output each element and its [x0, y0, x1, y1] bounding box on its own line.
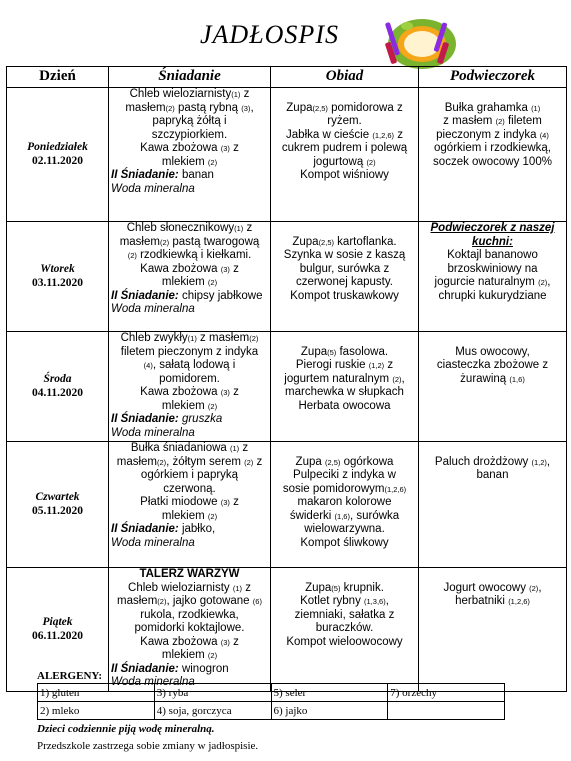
second-breakfast-value: chipsy jabłkowe	[178, 289, 263, 302]
breakfast-line: szczypiorkiem.	[151, 128, 228, 141]
day-date: 04.11.2020	[31, 386, 84, 399]
allergen-code: (2)	[366, 157, 376, 167]
allergen-code: (5)	[331, 583, 341, 593]
lunch-line: Kompot wiśniowy	[300, 169, 389, 181]
allergen-code: (1)	[232, 583, 243, 593]
allergen-row	[38, 684, 505, 702]
allergen-code: (3)	[220, 388, 230, 397]
snack-line: Bułka grahamka (1)	[444, 101, 541, 114]
day-date: 06.11.2020	[31, 629, 84, 642]
snack-line: soczek owocowy 100%	[433, 155, 552, 168]
lunch-line: Herbata owocowa	[298, 399, 391, 412]
lunch-line: ziemniaki, sałatka z	[294, 608, 395, 621]
breakfast-line: Chleb słonecznikowy(1) z	[126, 222, 253, 234]
second-breakfast	[111, 169, 268, 183]
allergen-code: (2)	[127, 251, 137, 260]
lunch-line: Zupa(5) krupnik.	[305, 581, 384, 594]
allergen-cell: 3) ryba	[154, 684, 271, 702]
second-breakfast	[111, 413, 268, 427]
breakfast-line: Chleb wieloziarnisty (1) z	[128, 581, 251, 594]
page-title: JADŁOSPIS	[200, 20, 339, 49]
snack-line: Mus owocowy,	[455, 345, 530, 358]
second-breakfast-value: banan	[178, 169, 214, 181]
allergen-cell: 1) gluten	[38, 684, 155, 702]
second-breakfast	[111, 290, 268, 304]
allergen-cell	[388, 702, 505, 720]
allergen-code: (3)	[220, 264, 230, 274]
allergen-code: (2)	[207, 401, 218, 411]
lunch-line: sosie pomidorowym(1,2,6)	[282, 482, 407, 495]
spacer	[421, 568, 564, 582]
breakfast-line: mlekiem (2)	[161, 649, 218, 661]
allergen-code: (2)	[157, 597, 167, 606]
allergen-code: (2)	[249, 334, 259, 343]
breakfast-cell	[109, 442, 271, 568]
lunch-line: Kompot truskawkowy	[290, 289, 399, 302]
lunch-line: Pierogi ruskie (1,2) z	[295, 359, 394, 371]
lunch-line: Zupa(2,5) kartoflanka.	[292, 235, 397, 248]
breakfast-line: pomidorki koktajlowe.	[134, 622, 245, 634]
snack-line: pieczonym z indyka (4)	[436, 128, 549, 141]
snack-cell	[419, 442, 567, 568]
day-date: 05.11.2020	[31, 504, 84, 517]
changes-note: Przedszkole zastrzega sobie zmiany w jadłospisie.	[37, 740, 259, 752]
breakfast-line: rukola, rzodkiewka,	[140, 608, 239, 621]
snack-line: banan	[476, 469, 509, 481]
breakfast-title: TALERZ WARZYW	[139, 568, 240, 580]
breakfast-cell	[109, 222, 271, 332]
header-day: Dzień	[7, 67, 109, 88]
allergen-code: (3)	[220, 498, 230, 507]
snack-line: Jogurt owocowy (2),	[443, 581, 542, 594]
lunch-line: jogurtem naturalnym (2),	[284, 372, 405, 385]
allergen-code: (1)	[234, 224, 244, 233]
header-lunch: Obiad	[271, 67, 419, 88]
allergen-code: (1,2,6)	[372, 130, 395, 140]
breakfast-line: ogórkiem i papryką	[140, 469, 239, 481]
allergen-code: (2)	[157, 457, 167, 467]
snack-cell	[419, 88, 567, 222]
lunch-line: świderki (1,6), surówka	[289, 509, 400, 522]
water-line: Woda mineralna	[111, 536, 195, 549]
second-breakfast-label: II Śniadanie:	[111, 169, 179, 181]
second-breakfast	[111, 523, 268, 537]
allergen-code: (1,2,6)	[508, 597, 530, 606]
snack-line: herbatniki (1,2,6)	[455, 595, 530, 607]
lunch-line: Zupa (2,5) ogórkowa	[295, 455, 394, 468]
lunch-cell	[271, 222, 419, 332]
day-name: Piątek	[42, 616, 73, 628]
lunch-line: bulgur, surówka z	[299, 262, 390, 275]
allergen-code: (1,2,6)	[384, 484, 407, 494]
breakfast-line: Kawa zbożowa (3) z	[140, 386, 239, 398]
water-line: Woda mineralna	[111, 676, 195, 688]
snack-line: żurawiną (1,6)	[460, 372, 525, 385]
table-row	[7, 442, 567, 568]
lunch-line: Zupa(2,5) pomidorowa z	[286, 101, 403, 114]
lunch-cell	[271, 568, 419, 692]
snack-line: ogórkiem i rzodkiewką,	[434, 142, 551, 154]
water-note: Dzieci codziennie piją wodę mineralną.	[37, 723, 215, 735]
allergen-code: (1)	[231, 90, 241, 99]
day-name: Wtorek	[40, 263, 75, 275]
breakfast-line: Chleb wieloziarnisty(1) z	[129, 88, 250, 100]
spacer	[273, 222, 416, 236]
spacer	[273, 442, 416, 456]
breakfast-line: filetem pieczonym z indyka	[120, 345, 259, 358]
allergen-code: (4)	[143, 361, 153, 370]
allergen-code: (1)	[229, 444, 240, 453]
breakfast-line: mlekiem (2)	[161, 509, 218, 522]
day-name: Poniedziałek	[27, 141, 88, 153]
spacer	[273, 88, 416, 102]
second-breakfast	[111, 663, 268, 677]
snack-line: brzoskwiniowy na	[447, 262, 538, 275]
breakfast-cell	[109, 88, 271, 222]
spacer	[273, 568, 416, 582]
snack-title: Podwieczorek z naszej kuchni:	[430, 222, 555, 248]
table-row	[7, 332, 567, 442]
allergen-code: (2,5)	[318, 237, 334, 247]
allergen-code: (2)	[207, 278, 218, 287]
allergen-cell: 7) orzechy	[388, 684, 505, 702]
lunch-line: Jabłka w cieście (1,2,6) z	[286, 128, 403, 141]
spacer	[421, 442, 564, 456]
day-name: Środa	[43, 373, 72, 385]
breakfast-line: (2) rzodkiewką i kiełkami.	[127, 249, 252, 261]
allergen-code: (2)	[495, 117, 505, 126]
allergen-code: (1)	[531, 103, 541, 113]
water-line: Woda mineralna	[111, 182, 195, 195]
allergen-code: (5)	[327, 347, 337, 357]
spacer	[421, 88, 564, 102]
table-row	[7, 88, 567, 222]
day-cell	[7, 442, 109, 568]
snack-line: chrupki kukurydziane	[438, 289, 547, 302]
snack-cell	[419, 568, 567, 692]
water-line: Woda mineralna	[111, 426, 195, 439]
allergen-code: (3)	[220, 144, 230, 153]
allergen-cell: 2) mleko	[38, 702, 155, 720]
snack-cell	[419, 222, 567, 332]
allergen-code: (1)	[187, 334, 197, 343]
allergens-heading: ALERGENY:	[37, 670, 102, 682]
lunch-line: marchewka w słupkach	[285, 386, 404, 398]
allergen-code: (2)	[538, 278, 548, 287]
snack-line: Paluch drożdżowy (1,2),	[434, 455, 551, 468]
day-cell	[7, 332, 109, 442]
allergen-row	[38, 702, 505, 720]
day-cell	[7, 88, 109, 222]
allergen-code: (1,2)	[531, 457, 547, 467]
lunch-cell	[271, 88, 419, 222]
breakfast-line: masłem(2), żółtym serem (2) z	[116, 455, 263, 468]
lunch-line: makaron kolorowe	[297, 496, 392, 508]
allergen-code: (2)	[165, 103, 175, 113]
breakfast-line: papryką żółtą i	[152, 115, 227, 127]
breakfast-line: Kawa zbożowa (3) z	[140, 635, 239, 648]
breakfast-cell	[109, 332, 271, 442]
header-breakfast: Śniadanie	[109, 67, 271, 88]
second-breakfast-value: gruszka	[178, 413, 223, 425]
allergen-code: (2)	[392, 374, 402, 384]
allergen-cell: 5) seler	[271, 684, 388, 702]
allergen-code: (4)	[539, 130, 549, 140]
lunch-line: Zupa(5) fasolowa.	[300, 345, 389, 358]
header-snack: Podwieczorek	[419, 67, 567, 88]
allergen-code: (2,5)	[324, 457, 341, 467]
plate-cutlery-icon	[378, 12, 458, 72]
spacer	[421, 332, 564, 346]
lunch-line: Kompot wieloowocowy	[286, 635, 403, 648]
second-breakfast-label: II Śniadanie:	[111, 289, 179, 302]
snack-cell	[419, 332, 567, 442]
allergen-code: (2)	[207, 511, 218, 521]
lunch-cell	[271, 442, 419, 568]
allergen-code: (6)	[252, 597, 262, 606]
allergen-code: (2)	[207, 157, 218, 167]
allergen-code: (1,2)	[368, 361, 385, 370]
breakfast-line: mlekiem (2)	[161, 276, 218, 288]
allergen-code: (2)	[159, 237, 170, 247]
day-date: 02.11.2020	[31, 154, 84, 167]
allergen-code: (3)	[241, 103, 251, 113]
allergen-cell: 6) jajko	[271, 702, 388, 720]
lunch-line: jogurtową (2)	[313, 155, 376, 168]
lunch-line: czerwonej kapusty.	[296, 276, 393, 288]
menu-table	[6, 66, 567, 692]
water-line: Woda mineralna	[111, 303, 195, 315]
lunch-line: buraczków.	[315, 622, 374, 634]
breakfast-line: mlekiem (2)	[161, 155, 218, 168]
breakfast-line: Chleb zwykły(1) z masłem(2)	[120, 332, 259, 344]
second-breakfast-label: II Śniadanie:	[111, 662, 179, 675]
allergens-table	[37, 683, 505, 720]
second-breakfast-value: winogron	[178, 662, 229, 675]
snack-line: jogurcie naturalnym (2),	[434, 276, 551, 288]
spacer	[273, 332, 416, 346]
snack-line: z masłem (2) filetem	[443, 115, 542, 127]
breakfast-line: masłem(2) pastą rybną (3),	[125, 101, 254, 114]
breakfast-line: czerwoną.	[163, 482, 216, 495]
breakfast-line: masłem(2), jajko gotowane (6)	[117, 595, 262, 607]
allergen-code: (1,6)	[509, 374, 525, 384]
breakfast-line: Bułka śniadaniowa (1) z	[130, 442, 249, 454]
table-row	[7, 222, 567, 332]
second-breakfast-label: II Śniadanie:	[111, 523, 179, 535]
second-breakfast-value: jabłko,	[178, 523, 216, 535]
breakfast-cell	[109, 568, 271, 692]
snack-line: ciasteczka zbożowe z	[436, 359, 549, 371]
breakfast-line: (4), sałatą lodową i	[143, 359, 236, 371]
snack-line: Koktajl bananowo	[447, 249, 538, 261]
lunch-line: Kompot śliwkowy	[300, 536, 389, 549]
lunch-line: cukrem pudrem i polewą	[281, 142, 408, 154]
allergen-code: (1,3,6)	[364, 597, 386, 606]
breakfast-line: mlekiem (2)	[161, 399, 218, 412]
day-name: Czwartek	[35, 491, 80, 503]
lunch-line: Pulpeciki z indyka w	[293, 469, 396, 481]
second-breakfast-label: II Śniadanie:	[111, 413, 179, 425]
lunch-cell	[271, 332, 419, 442]
breakfast-line: pomidorem.	[159, 372, 220, 385]
lunch-line: wielowarzywna.	[304, 523, 385, 535]
breakfast-line: Kawa zbożowa (3) z	[140, 262, 239, 275]
allergen-code: (2,5)	[312, 103, 328, 113]
allergen-code: (2)	[207, 651, 218, 660]
day-date: 03.11.2020	[31, 276, 84, 289]
day-cell	[7, 222, 109, 332]
allergen-cell: 4) soja, gorczyca	[154, 702, 271, 720]
allergen-code: (3)	[220, 637, 230, 647]
breakfast-line: masłem(2) pastą twarogową	[119, 235, 260, 248]
allergen-code: (1,6)	[334, 511, 350, 521]
allergen-code: (2)	[244, 457, 254, 467]
breakfast-line: Kawa zbożowa (3) z	[140, 142, 239, 154]
lunch-line: Szynka w sosie z kaszą	[283, 249, 406, 261]
lunch-line: ryżem.	[327, 115, 362, 127]
lunch-line: Kotlet rybny (1,3,6),	[300, 595, 389, 607]
allergen-code: (2)	[529, 583, 539, 593]
breakfast-line: Płatki miodowe (3) z	[140, 496, 239, 508]
